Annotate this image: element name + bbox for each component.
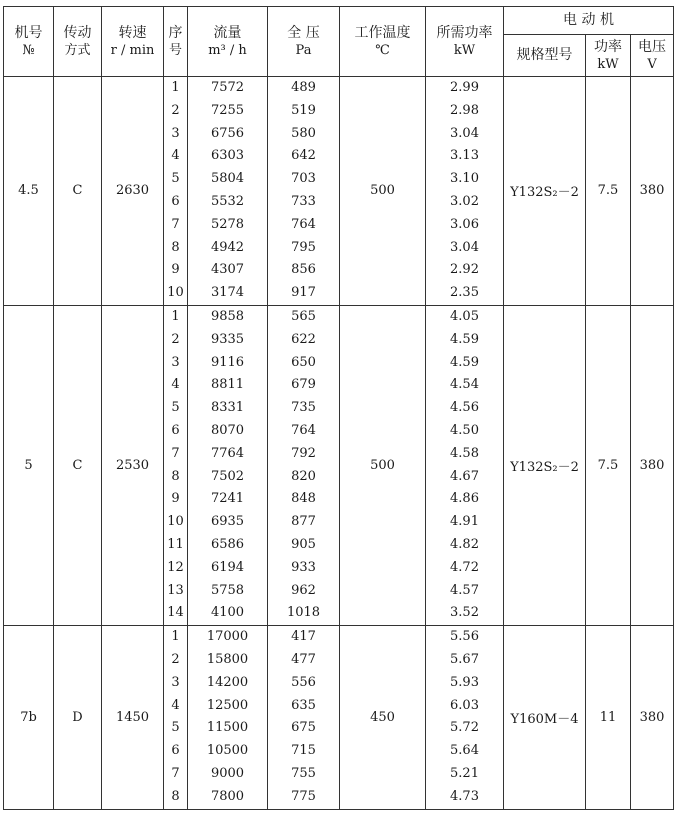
power-value: 5.93: [450, 674, 479, 690]
pressure-value: 1018: [286, 605, 321, 621]
header-motor-voltage: 电压 V: [631, 35, 674, 77]
seq-value: 4: [171, 148, 180, 164]
power-value: 5.56: [450, 629, 479, 645]
flow-value: 9116: [210, 354, 245, 370]
pressure-value: 679: [291, 377, 316, 393]
motor-spec-cell: Y160M－4: [504, 626, 586, 809]
speed-cell: 1450: [102, 626, 164, 809]
drive-cell: D: [54, 626, 102, 809]
flow-value: 4942: [210, 239, 245, 255]
flow-value: 8070: [210, 422, 245, 438]
pressure-value: 622: [291, 331, 316, 347]
pressure-value: 877: [291, 514, 316, 530]
flow-value: 7255: [210, 102, 245, 118]
power-value: 4.59: [450, 331, 479, 347]
header-seq: 序 号: [164, 7, 188, 77]
seq-value: 12: [167, 559, 184, 575]
power-value: 2.98: [450, 102, 479, 118]
header-flow: 流量 m³ / h: [188, 7, 268, 77]
pressure-value: 580: [291, 125, 316, 141]
flow-value: 12500: [206, 697, 249, 713]
power-value: 4.82: [450, 536, 479, 552]
pressure-value: 755: [291, 765, 316, 781]
seq-value: 2: [171, 651, 180, 667]
seq-value: 7: [171, 216, 180, 232]
seq-value: 9: [171, 262, 180, 278]
pressure-column: [268, 626, 340, 809]
flow-value: 4307: [210, 262, 245, 278]
power-required-column: [426, 626, 504, 809]
model-no-cell: 7b: [4, 626, 54, 809]
power-value: 4.72: [450, 559, 479, 575]
header-motor-power: 功率 kW: [586, 35, 631, 77]
seq-value: 8: [171, 788, 180, 804]
power-value: 5.72: [450, 720, 479, 736]
power-value: 3.13: [450, 148, 479, 164]
flow-value: 7800: [210, 788, 245, 804]
flow-value: 8811: [210, 377, 245, 393]
model-no-cell: 4.5: [4, 77, 54, 306]
pressure-value: 650: [291, 354, 316, 370]
motor-voltage-cell: 380: [631, 77, 674, 306]
pressure-value: 703: [291, 171, 316, 187]
seq-value: 14: [167, 605, 184, 621]
power-value: 4.57: [450, 582, 479, 598]
seq-value: 2: [171, 102, 180, 118]
pressure-value: 764: [291, 216, 316, 232]
temp-cell: 500: [340, 77, 426, 306]
pressure-value: 675: [291, 720, 316, 736]
fan-model-group: [4, 626, 674, 809]
seq-value: 4: [171, 377, 180, 393]
seq-value: 9: [171, 491, 180, 507]
power-value: 2.92: [450, 262, 479, 278]
flow-column: [188, 77, 268, 306]
pressure-value: 417: [291, 629, 316, 645]
header-speed: 转速 r / min: [102, 7, 164, 77]
power-value: 3.52: [450, 605, 479, 621]
power-value: 4.86: [450, 491, 479, 507]
power-value: 3.06: [450, 216, 479, 232]
power-value: 5.21: [450, 765, 479, 781]
motor-voltage-cell: 380: [631, 305, 674, 625]
motor-spec-cell: Y132S₂－2: [504, 77, 586, 306]
seq-value: 10: [167, 285, 184, 301]
drive-cell: C: [54, 305, 102, 625]
flow-value: 14200: [206, 674, 249, 690]
pressure-value: 519: [291, 102, 316, 118]
flow-value: 7572: [210, 80, 245, 95]
seq-value: 5: [171, 171, 180, 187]
pressure-value: 764: [291, 422, 316, 438]
seq-value: 3: [171, 125, 180, 141]
flow-value: 3174: [210, 285, 245, 301]
flow-value: 8331: [210, 400, 245, 416]
flow-value: 7764: [210, 445, 245, 461]
seq-value: 1: [171, 629, 180, 645]
seq-value: 3: [171, 354, 180, 370]
seq-value: 8: [171, 239, 180, 255]
pressure-value: 715: [291, 743, 316, 759]
flow-value: 6303: [210, 148, 245, 164]
seq-value: 13: [167, 582, 184, 598]
drive-cell: C: [54, 77, 102, 306]
seq-column: [164, 305, 188, 625]
power-value: 3.04: [450, 239, 479, 255]
pressure-value: 477: [291, 651, 316, 667]
pressure-value: 848: [291, 491, 316, 507]
pressure-value: 733: [291, 193, 316, 209]
seq-value: 8: [171, 468, 180, 484]
pressure-value: 556: [291, 674, 316, 690]
speed-cell: 2630: [102, 77, 164, 306]
flow-value: 9858: [210, 308, 245, 324]
power-value: 5.67: [450, 651, 479, 667]
header-model-no: 机号 №: [4, 7, 54, 77]
flow-value: 5532: [210, 193, 245, 209]
power-value: 3.02: [450, 193, 479, 209]
pressure-value: 642: [291, 148, 316, 164]
pressure-column: [268, 77, 340, 306]
seq-column: [164, 77, 188, 306]
seq-value: 1: [171, 308, 180, 324]
flow-value: 10500: [206, 743, 249, 759]
model-no-cell: 5: [4, 305, 54, 625]
fan-model-group: [4, 77, 674, 306]
seq-value: 4: [171, 697, 180, 713]
seq-value: 2: [171, 331, 180, 347]
power-value: 6.03: [450, 697, 479, 713]
flow-value: 4100: [210, 605, 245, 621]
seq-value: 3: [171, 674, 180, 690]
pressure-value: 792: [291, 445, 316, 461]
seq-value: 10: [167, 514, 184, 530]
power-value: 4.91: [450, 514, 479, 530]
seq-value: 6: [171, 193, 180, 209]
fan-performance-table-wrapper: [3, 6, 673, 816]
power-value: 3.10: [450, 171, 479, 187]
pressure-value: 775: [291, 788, 316, 804]
seq-value: 7: [171, 765, 180, 781]
motor-power-cell: 7.5: [586, 305, 631, 625]
seq-value: 7: [171, 445, 180, 461]
power-value: 4.67: [450, 468, 479, 484]
seq-value: 5: [171, 400, 180, 416]
seq-value: 1: [171, 80, 180, 95]
pressure-value: 933: [291, 559, 316, 575]
flow-value: 9000: [210, 765, 245, 781]
header-temp: 工作温度 ℃: [340, 7, 426, 77]
motor-power-cell: 11: [586, 626, 631, 809]
power-value: 4.58: [450, 445, 479, 461]
flow-column: [188, 626, 268, 809]
temp-cell: 450: [340, 626, 426, 809]
flow-value: 6586: [210, 536, 245, 552]
flow-value: 6935: [210, 514, 245, 530]
flow-value: 9335: [210, 331, 245, 347]
seq-value: 6: [171, 422, 180, 438]
pressure-value: 635: [291, 697, 316, 713]
power-value: 4.56: [450, 400, 479, 416]
motor-spec-cell: Y132S₂－2: [504, 305, 586, 625]
motor-voltage-cell: 380: [631, 626, 674, 809]
pressure-column: [268, 305, 340, 625]
seq-value: 11: [167, 536, 184, 552]
flow-value: 6756: [210, 125, 245, 141]
power-value: 3.04: [450, 125, 479, 141]
seq-value: 5: [171, 720, 180, 736]
temp-cell: 500: [340, 305, 426, 625]
flow-value: 7241: [210, 491, 245, 507]
power-value: 2.35: [450, 285, 479, 301]
flow-value: 5758: [210, 582, 245, 598]
pressure-value: 905: [291, 536, 316, 552]
power-value: 4.59: [450, 354, 479, 370]
header-power-required: 所需功率 kW: [426, 7, 504, 77]
power-value: 4.50: [450, 422, 479, 438]
speed-cell: 2530: [102, 305, 164, 625]
flow-value: 15800: [206, 651, 249, 667]
power-value: 5.64: [450, 743, 479, 759]
flow-value: 7502: [210, 468, 245, 484]
power-required-column: [426, 305, 504, 625]
flow-value: 5804: [210, 171, 245, 187]
pressure-value: 856: [291, 262, 316, 278]
flow-value: 11500: [206, 720, 249, 736]
power-value: 4.05: [450, 308, 479, 324]
table-body: [4, 77, 674, 810]
fan-model-group: [4, 305, 674, 625]
header-drive: 传动 方式: [54, 7, 102, 77]
pressure-value: 820: [291, 468, 316, 484]
pressure-value: 917: [291, 285, 316, 301]
flow-value: 17000: [206, 629, 249, 645]
power-required-column: [426, 77, 504, 306]
seq-column: [164, 626, 188, 809]
flow-value: 6194: [210, 559, 245, 575]
flow-column: [188, 305, 268, 625]
flow-value: 5278: [210, 216, 245, 232]
pressure-value: 489: [291, 80, 316, 95]
pressure-value: 962: [291, 582, 316, 598]
power-value: 2.99: [450, 80, 479, 95]
power-value: 4.54: [450, 377, 479, 393]
pressure-value: 735: [291, 400, 316, 416]
seq-value: 6: [171, 743, 180, 759]
pressure-value: 795: [291, 239, 316, 255]
pressure-value: 565: [291, 308, 316, 324]
power-value: 4.73: [450, 788, 479, 804]
fan-performance-table: [3, 6, 674, 810]
header-motor: 电 动 机: [504, 7, 674, 35]
motor-power-cell: 7.5: [586, 77, 631, 306]
header-motor-spec: 规格型号: [504, 35, 586, 77]
header-pressure: 全 压 Pa: [268, 7, 340, 77]
